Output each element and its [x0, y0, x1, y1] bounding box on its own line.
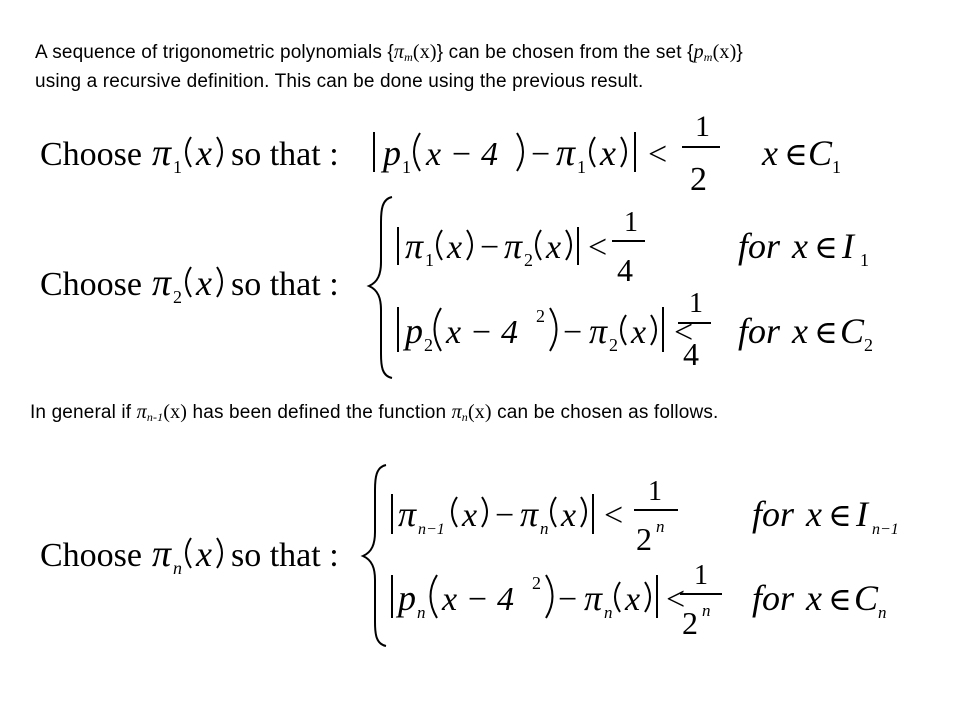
formula-2 [40, 197, 873, 378]
formula2-row1-set-sub: 1 [860, 250, 869, 270]
general-text-c: can be chosen as follows. [491, 402, 719, 423]
formula2-arg: x [196, 263, 212, 303]
formula3-row1-pi-b-sub: n [540, 519, 549, 538]
formula2-row1-arg-a: x [447, 229, 463, 266]
formula2-row2-pi: π [589, 311, 608, 351]
formula3-row2-exp: 2 [532, 573, 541, 593]
formula3-row2-pi-sub: n [604, 603, 613, 622]
formula2-paren-open [186, 267, 191, 297]
formula1-less: < [648, 136, 668, 173]
formula2-so-that: so that : [231, 266, 339, 303]
formula2-row2-paren-b-close [651, 315, 656, 345]
formula3-pi: π [152, 533, 172, 575]
formula2-row2-paren-a-close [550, 308, 557, 351]
formula1-denominator: 2 [690, 161, 707, 198]
formula-3 [40, 465, 899, 646]
formula3-row2-set: C [854, 578, 879, 618]
formula3-row2-paren-a-close [546, 575, 553, 618]
intro-p-m: $p_m(x)$ [693, 41, 737, 64]
formula2-row1-pi-b: π [504, 226, 523, 266]
formula1-paren2-open [414, 133, 420, 171]
formula1-minus: − [531, 136, 551, 173]
formula3-row2-paren-b-close [645, 582, 650, 612]
formula3-row1-set: I [856, 494, 868, 534]
formula2-row1-less: < [588, 229, 608, 266]
formula1-pi-sub: 1 [173, 157, 182, 177]
formula3-row2-minus: − [558, 581, 578, 618]
formula2-row1-paren-b-close [566, 230, 571, 260]
formula2-row2-less: < [674, 314, 694, 351]
formula3-row2-set-sub: n [878, 603, 887, 622]
formula3-choose-label: Choose [40, 537, 142, 574]
formula2-row1-paren-b-open [536, 230, 541, 260]
formula3-row1-paren-b-open [551, 497, 556, 527]
formula1-arg: x [196, 133, 212, 173]
formula3-row1-in: ∈ [828, 497, 852, 533]
formula2-choose-label: Choose [40, 266, 142, 303]
general-pi-n-1: $\pi_{n-1}(x)$ [136, 401, 188, 424]
formula2-row2-minus: − [563, 314, 583, 351]
formula2-row2-set-sub: 2 [864, 335, 873, 355]
formula3-row2-pi: π [584, 578, 603, 618]
formula3-row2-x: x [806, 578, 822, 618]
formula2-row2-numerator: 1 [689, 288, 703, 319]
formula3-row1-pi-a: π [398, 494, 417, 534]
formula2-row1-paren-a-open [437, 230, 442, 260]
formula3-row1-minus: − [495, 497, 515, 534]
formula2-row2-exp: 2 [536, 306, 545, 326]
formula2-row2-in: ∈ [814, 314, 838, 350]
formula2-row2-p-sub: 2 [424, 335, 433, 355]
formula1-pi-b: π [556, 132, 576, 174]
formula3-row1-denominator: 2 [636, 521, 652, 557]
formula3-row1-arg-a: x [462, 497, 478, 534]
formula3-pi-sub: n [173, 558, 182, 578]
formula3-row2-less: < [666, 581, 686, 618]
formula3-row2-base: x − 4 [442, 581, 515, 618]
formula1-pi: π [152, 132, 172, 174]
formula2-row1-pi-a-sub: 1 [425, 250, 434, 270]
formula2-row2-arg: x [631, 314, 647, 351]
formula1-domain-set: C [808, 133, 833, 173]
formula2-row1-minus: − [480, 229, 500, 266]
formula1-p-sub: 1 [402, 157, 411, 177]
formula2-row1-in: ∈ [814, 229, 838, 265]
formula3-row2-arg: x [625, 581, 641, 618]
formula3-row1-less: < [604, 497, 624, 534]
formula3-row2-in: ∈ [828, 581, 852, 617]
formula3-row1-arg-b: x [561, 497, 577, 534]
formula3-row2-denominator-exp: n [702, 601, 711, 620]
formula2-row1-pi-b-sub: 2 [524, 250, 533, 270]
formula1-so-that: so that : [231, 136, 339, 173]
formula3-row2-numerator: 1 [694, 560, 708, 591]
formula1-paren2-close [517, 133, 523, 171]
formula3-paren-close [217, 538, 222, 568]
formula1-numerator: 1 [695, 110, 710, 143]
formula2-row2-x: x [792, 311, 808, 351]
formula2-pi: π [152, 262, 172, 304]
formula2-row1-denominator: 4 [617, 252, 633, 288]
formula2-row2-paren-b-open [621, 315, 626, 345]
formula2-row2-p: p [405, 311, 423, 351]
formula1-pi-b-sub: 1 [577, 157, 586, 177]
formula2-row1-paren-a-close [467, 230, 472, 260]
formula3-row2-p: p [398, 578, 416, 618]
formula1-p: p [383, 133, 401, 173]
formula3-paren-open [186, 538, 191, 568]
formula3-row1-for: for [752, 494, 795, 534]
formula1-element-of: ∈ [784, 136, 808, 172]
formula3-row2-paren-b-open [615, 582, 620, 612]
general-pi-n: $\pi_n(x)$ [451, 401, 492, 424]
intro-line-2: using a recursive definition. This can be done using the previous result. [35, 71, 644, 92]
formula3-row1-paren-b-close [581, 497, 586, 527]
formula3-so-that: so that : [231, 537, 339, 574]
formula1-paren3-close [621, 137, 626, 167]
formula3-brace [363, 465, 386, 646]
intro-pi-m: $\pi_m(x)$ [393, 41, 437, 64]
formula3-row2-p-sub: n [417, 603, 426, 622]
formula2-row2-set: C [840, 311, 865, 351]
intro-text-c: } [736, 42, 743, 63]
formula3-row1-paren-a-close [482, 497, 487, 527]
formula1-domain-x: x [762, 133, 778, 173]
formula3-row1-x: x [806, 494, 822, 534]
formula2-row1-set: I [842, 226, 854, 266]
general-text-a: In general if [30, 402, 137, 423]
formula2-row1-arg-b: x [546, 229, 562, 266]
formula1-choose-label: Choose [40, 136, 142, 173]
formula1-arg-b: x [600, 133, 616, 173]
formula2-row1-for: for [738, 226, 781, 266]
formula3-row1-paren-a-open [452, 497, 457, 527]
intro-text-a: A sequence of trigonometric polynomials { [35, 42, 394, 63]
formula3-arg: x [196, 534, 212, 574]
formula2-row1-x: x [792, 226, 808, 266]
general-text-b: has been defined the function [187, 402, 452, 423]
formula3-row1-pi-b: π [520, 494, 539, 534]
formula2-brace [369, 197, 392, 378]
intro-text-b: } can be chosen from the set { [436, 42, 694, 63]
formula1-paren-close [217, 137, 222, 167]
formula1-paren-open [186, 137, 191, 167]
formula3-row2-paren-a-open [431, 575, 438, 618]
formula3-row1-pi-a-sub: n−1 [418, 521, 445, 538]
formula2-paren-close [217, 267, 222, 297]
formula2-row2-for: for [738, 311, 781, 351]
formula1-paren3-open [590, 137, 595, 167]
formula2-row2-pi-sub: 2 [609, 335, 618, 355]
formula3-row1-numerator: 1 [648, 476, 662, 507]
formula2-row1-pi-a: π [405, 226, 424, 266]
formula2-row2-denominator: 4 [683, 336, 699, 372]
formula2-row1-numerator: 1 [624, 207, 638, 238]
formula3-row1-set-sub: n−1 [872, 521, 899, 538]
formula2-row2-base: x − 4 [446, 314, 519, 351]
formula3-row2-for: for [752, 578, 795, 618]
formula2-row2-paren-a-open [435, 308, 442, 351]
formula2-pi-sub: 2 [173, 287, 182, 307]
formula1-shift: x − 4 [426, 136, 499, 173]
formula3-row1-denominator-exp: n [656, 517, 665, 536]
formula3-row2-denominator: 2 [682, 605, 698, 641]
formula-1 [40, 110, 841, 198]
formula1-domain-sub: 1 [832, 157, 841, 177]
